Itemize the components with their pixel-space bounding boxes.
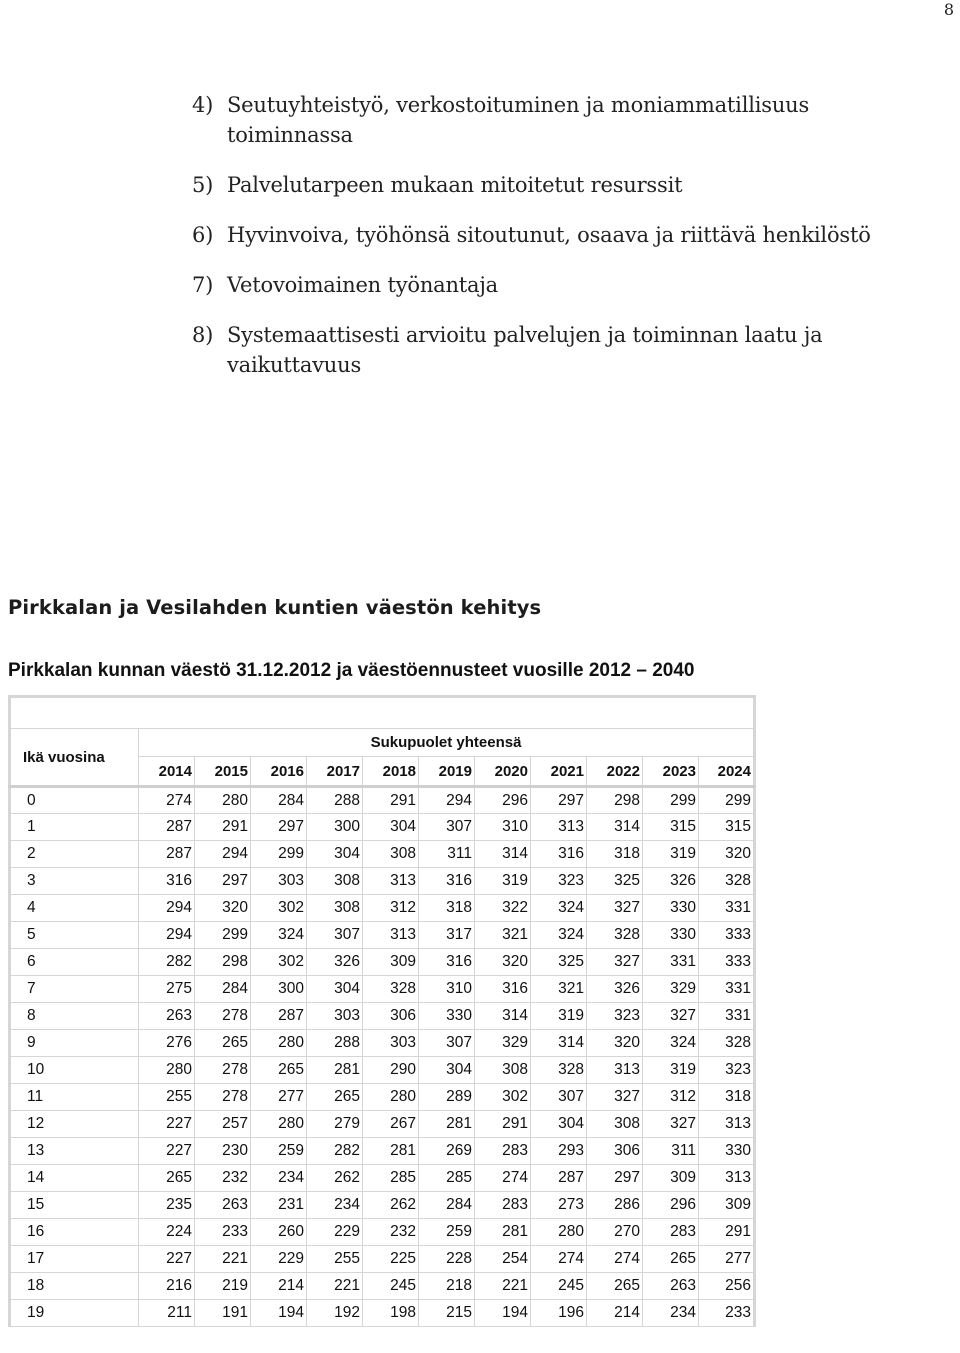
value-cell: 308: [307, 895, 363, 922]
value-cell: 298: [587, 787, 643, 814]
value-cell: 291: [475, 1111, 531, 1138]
value-cell: 293: [531, 1138, 587, 1165]
value-cell: 265: [195, 1030, 251, 1057]
value-cell: 287: [139, 841, 195, 868]
age-cell: 18: [10, 1273, 139, 1300]
age-cell: 0: [10, 787, 139, 814]
value-cell: 333: [699, 949, 755, 976]
value-cell: 318: [699, 1084, 755, 1111]
value-cell: 330: [643, 922, 699, 949]
year-header: 2015: [195, 757, 251, 787]
value-cell: 311: [419, 841, 475, 868]
year-header: 2020: [475, 757, 531, 787]
value-cell: 277: [251, 1084, 307, 1111]
value-cell: 219: [195, 1273, 251, 1300]
value-cell: 299: [251, 841, 307, 868]
value-cell: 300: [251, 976, 307, 1003]
value-cell: 313: [699, 1165, 755, 1192]
goal-number: 5): [192, 173, 214, 197]
value-cell: 333: [699, 922, 755, 949]
value-cell: 231: [251, 1192, 307, 1219]
value-cell: 304: [363, 814, 419, 841]
value-cell: 275: [139, 976, 195, 1003]
age-cell: 9: [10, 1030, 139, 1057]
value-cell: 287: [531, 1165, 587, 1192]
value-cell: 312: [363, 895, 419, 922]
value-cell: 299: [699, 787, 755, 814]
value-cell: 321: [475, 922, 531, 949]
age-cell: 16: [10, 1219, 139, 1246]
value-cell: 262: [363, 1192, 419, 1219]
age-cell: 14: [10, 1165, 139, 1192]
value-cell: 227: [139, 1246, 195, 1273]
value-cell: 319: [643, 1057, 699, 1084]
table-top-frame: [10, 697, 755, 729]
value-cell: 216: [139, 1273, 195, 1300]
value-cell: 326: [307, 949, 363, 976]
value-cell: 290: [363, 1057, 419, 1084]
value-cell: 297: [195, 868, 251, 895]
goal-item: [192, 90, 892, 150]
age-cell: 1: [10, 814, 139, 841]
value-cell: 280: [531, 1219, 587, 1246]
value-cell: 331: [699, 1003, 755, 1030]
age-cell: 10: [10, 1057, 139, 1084]
value-cell: 302: [251, 949, 307, 976]
value-cell: 279: [307, 1111, 363, 1138]
age-cell: 2: [10, 841, 139, 868]
value-cell: 221: [195, 1246, 251, 1273]
value-cell: 214: [251, 1273, 307, 1300]
value-cell: 273: [531, 1192, 587, 1219]
value-cell: 323: [587, 1003, 643, 1030]
value-cell: 318: [587, 841, 643, 868]
value-cell: 232: [363, 1219, 419, 1246]
value-cell: 259: [251, 1138, 307, 1165]
value-cell: 256: [699, 1273, 755, 1300]
value-cell: 303: [251, 868, 307, 895]
year-header: 2021: [531, 757, 587, 787]
value-cell: 328: [699, 1030, 755, 1057]
value-cell: 322: [475, 895, 531, 922]
year-header: 2022: [587, 757, 643, 787]
value-cell: 327: [587, 895, 643, 922]
value-cell: 218: [419, 1273, 475, 1300]
value-cell: 304: [419, 1057, 475, 1084]
age-cell: 4: [10, 895, 139, 922]
goal-number: 6): [192, 223, 214, 247]
value-cell: 307: [419, 1030, 475, 1057]
population-table-container: [8, 695, 756, 1327]
age-cell: 6: [10, 949, 139, 976]
value-cell: 297: [251, 814, 307, 841]
table-row: [10, 1111, 755, 1138]
value-cell: 308: [363, 841, 419, 868]
year-header: 2023: [643, 757, 699, 787]
table-row: [10, 1003, 755, 1030]
value-cell: 331: [643, 949, 699, 976]
value-cell: 299: [643, 787, 699, 814]
value-cell: 313: [363, 868, 419, 895]
value-cell: 316: [531, 841, 587, 868]
value-cell: 230: [195, 1138, 251, 1165]
value-cell: 280: [363, 1084, 419, 1111]
table-row: [10, 1300, 755, 1327]
age-cell: 19: [10, 1300, 139, 1327]
value-cell: 211: [139, 1300, 195, 1327]
value-cell: 310: [419, 976, 475, 1003]
value-cell: 330: [699, 1138, 755, 1165]
value-cell: 281: [419, 1111, 475, 1138]
age-cell: 12: [10, 1111, 139, 1138]
value-cell: 300: [307, 814, 363, 841]
table-row: [10, 1057, 755, 1084]
table-row: [10, 895, 755, 922]
value-cell: 297: [587, 1165, 643, 1192]
population-table: [8, 695, 756, 1327]
value-cell: 308: [475, 1057, 531, 1084]
value-cell: 245: [363, 1273, 419, 1300]
value-cell: 318: [419, 895, 475, 922]
value-cell: 265: [643, 1246, 699, 1273]
value-cell: 324: [251, 922, 307, 949]
value-cell: 233: [195, 1219, 251, 1246]
goal-text: Seutuyhteistyö, verkostoituminen ja moniammatillisuus toiminnassa: [227, 93, 810, 147]
value-cell: 194: [475, 1300, 531, 1327]
value-cell: 263: [195, 1192, 251, 1219]
goal-text: Hyvinvoiva, työhönsä sitoutunut, osaava ja riittävä henkilöstö: [227, 223, 871, 247]
value-cell: 225: [363, 1246, 419, 1273]
age-cell: 8: [10, 1003, 139, 1030]
value-cell: 313: [531, 814, 587, 841]
value-cell: 316: [139, 868, 195, 895]
table-row: [10, 922, 755, 949]
value-cell: 286: [587, 1192, 643, 1219]
value-cell: 274: [475, 1165, 531, 1192]
value-cell: 254: [475, 1246, 531, 1273]
value-cell: 198: [363, 1300, 419, 1327]
value-cell: 291: [195, 814, 251, 841]
value-cell: 329: [643, 976, 699, 1003]
value-cell: 283: [643, 1219, 699, 1246]
value-cell: 215: [419, 1300, 475, 1327]
value-cell: 283: [475, 1192, 531, 1219]
value-cell: 288: [307, 1030, 363, 1057]
value-cell: 289: [419, 1084, 475, 1111]
table-row: [10, 949, 755, 976]
value-cell: 265: [139, 1165, 195, 1192]
table-row: [10, 1192, 755, 1219]
value-cell: 327: [587, 1084, 643, 1111]
value-cell: 320: [587, 1030, 643, 1057]
value-cell: 214: [587, 1300, 643, 1327]
value-cell: 283: [475, 1138, 531, 1165]
group-header: Sukupuolet yhteensä: [139, 729, 755, 757]
value-cell: 307: [419, 814, 475, 841]
value-cell: 328: [363, 976, 419, 1003]
value-cell: 287: [139, 814, 195, 841]
age-cell: 15: [10, 1192, 139, 1219]
value-cell: 316: [419, 949, 475, 976]
year-header: 2024: [699, 757, 755, 787]
value-cell: 330: [643, 895, 699, 922]
value-cell: 281: [307, 1057, 363, 1084]
age-cell: 7: [10, 976, 139, 1003]
value-cell: 298: [195, 949, 251, 976]
value-cell: 314: [587, 814, 643, 841]
table-caption: Pirkkalan kunnan väestö 31.12.2012 ja väestöennusteet vuosille 2012 – 2040: [8, 660, 695, 681]
value-cell: 255: [139, 1084, 195, 1111]
value-cell: 257: [195, 1111, 251, 1138]
value-cell: 299: [195, 922, 251, 949]
value-cell: 302: [251, 895, 307, 922]
table-row: [10, 1165, 755, 1192]
year-header: 2016: [251, 757, 307, 787]
value-cell: 280: [251, 1111, 307, 1138]
value-cell: 316: [419, 868, 475, 895]
value-cell: 324: [531, 895, 587, 922]
year-header: 2014: [139, 757, 195, 787]
value-cell: 297: [531, 787, 587, 814]
value-cell: 316: [475, 976, 531, 1003]
value-cell: 331: [699, 895, 755, 922]
goals-list: [192, 90, 892, 400]
value-cell: 327: [643, 1003, 699, 1030]
value-cell: 315: [643, 814, 699, 841]
value-cell: 194: [251, 1300, 307, 1327]
value-cell: 319: [643, 841, 699, 868]
value-cell: 303: [307, 1003, 363, 1030]
value-cell: 324: [531, 922, 587, 949]
value-cell: 221: [307, 1273, 363, 1300]
value-cell: 313: [587, 1057, 643, 1084]
value-cell: 276: [139, 1030, 195, 1057]
goal-text: Systemaattisesti arvioitu palvelujen ja toiminnan laatu ja vaikuttavuus: [227, 323, 823, 377]
value-cell: 265: [307, 1084, 363, 1111]
table-row: [10, 1219, 755, 1246]
value-cell: 224: [139, 1219, 195, 1246]
value-cell: 232: [195, 1165, 251, 1192]
page-number: 8: [943, 0, 954, 19]
value-cell: 320: [699, 841, 755, 868]
value-cell: 326: [587, 976, 643, 1003]
value-cell: 281: [475, 1219, 531, 1246]
value-cell: 320: [195, 895, 251, 922]
value-cell: 233: [699, 1300, 755, 1327]
value-cell: 282: [139, 949, 195, 976]
value-cell: 269: [419, 1138, 475, 1165]
value-cell: 245: [531, 1273, 587, 1300]
value-cell: 288: [307, 787, 363, 814]
value-cell: 255: [307, 1246, 363, 1273]
value-cell: 304: [307, 976, 363, 1003]
table-row: [10, 1138, 755, 1165]
value-cell: 287: [251, 1003, 307, 1030]
value-cell: 260: [251, 1219, 307, 1246]
year-header: 2019: [419, 757, 475, 787]
value-cell: 315: [699, 814, 755, 841]
value-cell: 319: [475, 868, 531, 895]
table-row: [10, 1084, 755, 1111]
value-cell: 284: [195, 976, 251, 1003]
value-cell: 312: [643, 1084, 699, 1111]
value-cell: 328: [587, 922, 643, 949]
age-cell: 3: [10, 868, 139, 895]
value-cell: 280: [195, 787, 251, 814]
year-header: 2017: [307, 757, 363, 787]
goal-item: [192, 220, 892, 250]
value-cell: 291: [699, 1219, 755, 1246]
value-cell: 281: [363, 1138, 419, 1165]
value-cell: 263: [643, 1273, 699, 1300]
value-cell: 285: [363, 1165, 419, 1192]
value-cell: 306: [587, 1138, 643, 1165]
value-cell: 323: [699, 1057, 755, 1084]
value-cell: 307: [307, 922, 363, 949]
value-cell: 294: [139, 895, 195, 922]
table-row: [10, 814, 755, 841]
goal-item: [192, 270, 892, 300]
value-cell: 309: [699, 1192, 755, 1219]
section-title: Pirkkalan ja Vesilahden kuntien väestön kehitys: [8, 596, 542, 619]
value-cell: 328: [531, 1057, 587, 1084]
age-cell: 17: [10, 1246, 139, 1273]
value-cell: 263: [139, 1003, 195, 1030]
value-cell: 320: [475, 949, 531, 976]
goal-item: [192, 170, 892, 200]
goal-number: 8): [192, 323, 214, 347]
value-cell: 314: [475, 841, 531, 868]
value-cell: 228: [419, 1246, 475, 1273]
value-cell: 265: [587, 1273, 643, 1300]
value-cell: 285: [419, 1165, 475, 1192]
value-cell: 325: [587, 868, 643, 895]
value-cell: 313: [363, 922, 419, 949]
value-cell: 284: [251, 787, 307, 814]
value-cell: 325: [531, 949, 587, 976]
value-cell: 259: [419, 1219, 475, 1246]
value-cell: 280: [251, 1030, 307, 1057]
year-header: 2018: [363, 757, 419, 787]
table-row: [10, 787, 755, 814]
value-cell: 274: [531, 1246, 587, 1273]
age-cell: 5: [10, 922, 139, 949]
value-cell: 317: [419, 922, 475, 949]
age-cell: 13: [10, 1138, 139, 1165]
value-cell: 267: [363, 1111, 419, 1138]
value-cell: 280: [139, 1057, 195, 1084]
value-cell: 229: [251, 1246, 307, 1273]
age-column-header: Ikä vuosina: [10, 729, 139, 787]
table-row: [10, 868, 755, 895]
value-cell: 311: [643, 1138, 699, 1165]
table-row: [10, 976, 755, 1003]
value-cell: 313: [699, 1111, 755, 1138]
value-cell: 307: [531, 1084, 587, 1111]
value-cell: 227: [139, 1138, 195, 1165]
value-cell: 310: [475, 814, 531, 841]
value-cell: 262: [307, 1165, 363, 1192]
value-cell: 331: [699, 976, 755, 1003]
value-cell: 274: [139, 787, 195, 814]
table-header-group-row: [10, 729, 755, 757]
value-cell: 221: [475, 1273, 531, 1300]
value-cell: 314: [531, 1030, 587, 1057]
value-cell: 291: [363, 787, 419, 814]
goal-text: Palvelutarpeen mukaan mitoitetut resurssit: [227, 173, 683, 197]
value-cell: 308: [587, 1111, 643, 1138]
value-cell: 227: [139, 1111, 195, 1138]
value-cell: 234: [643, 1300, 699, 1327]
value-cell: 309: [363, 949, 419, 976]
value-cell: 302: [475, 1084, 531, 1111]
value-cell: 321: [531, 976, 587, 1003]
value-cell: 303: [363, 1030, 419, 1057]
goal-item: [192, 320, 892, 380]
value-cell: 278: [195, 1084, 251, 1111]
value-cell: 235: [139, 1192, 195, 1219]
value-cell: 306: [363, 1003, 419, 1030]
value-cell: 274: [587, 1246, 643, 1273]
value-cell: 304: [531, 1111, 587, 1138]
value-cell: 234: [251, 1165, 307, 1192]
table-row: [10, 841, 755, 868]
goal-number: 4): [192, 93, 214, 117]
age-cell: 11: [10, 1084, 139, 1111]
value-cell: 192: [307, 1300, 363, 1327]
value-cell: 329: [475, 1030, 531, 1057]
value-cell: 330: [419, 1003, 475, 1030]
value-cell: 314: [475, 1003, 531, 1030]
value-cell: 326: [643, 868, 699, 895]
value-cell: 319: [531, 1003, 587, 1030]
value-cell: 294: [195, 841, 251, 868]
value-cell: 270: [587, 1219, 643, 1246]
value-cell: 282: [307, 1138, 363, 1165]
value-cell: 323: [531, 868, 587, 895]
value-cell: 277: [699, 1246, 755, 1273]
value-cell: 294: [419, 787, 475, 814]
value-cell: 284: [419, 1192, 475, 1219]
table-row: [10, 1273, 755, 1300]
goal-text: Vetovoimainen työnantaja: [227, 273, 498, 297]
value-cell: 296: [475, 787, 531, 814]
table-row: [10, 1030, 755, 1057]
value-cell: 294: [139, 922, 195, 949]
value-cell: 229: [307, 1219, 363, 1246]
value-cell: 296: [643, 1192, 699, 1219]
value-cell: 308: [307, 868, 363, 895]
value-cell: 191: [195, 1300, 251, 1327]
goal-number: 7): [192, 273, 214, 297]
value-cell: 327: [643, 1111, 699, 1138]
value-cell: 304: [307, 841, 363, 868]
value-cell: 278: [195, 1057, 251, 1084]
table-top-spacer-row: [10, 697, 755, 729]
value-cell: 327: [587, 949, 643, 976]
table-row: [10, 1246, 755, 1273]
value-cell: 324: [643, 1030, 699, 1057]
value-cell: 278: [195, 1003, 251, 1030]
value-cell: 196: [531, 1300, 587, 1327]
value-cell: 309: [643, 1165, 699, 1192]
value-cell: 328: [699, 868, 755, 895]
value-cell: 265: [251, 1057, 307, 1084]
value-cell: 234: [307, 1192, 363, 1219]
